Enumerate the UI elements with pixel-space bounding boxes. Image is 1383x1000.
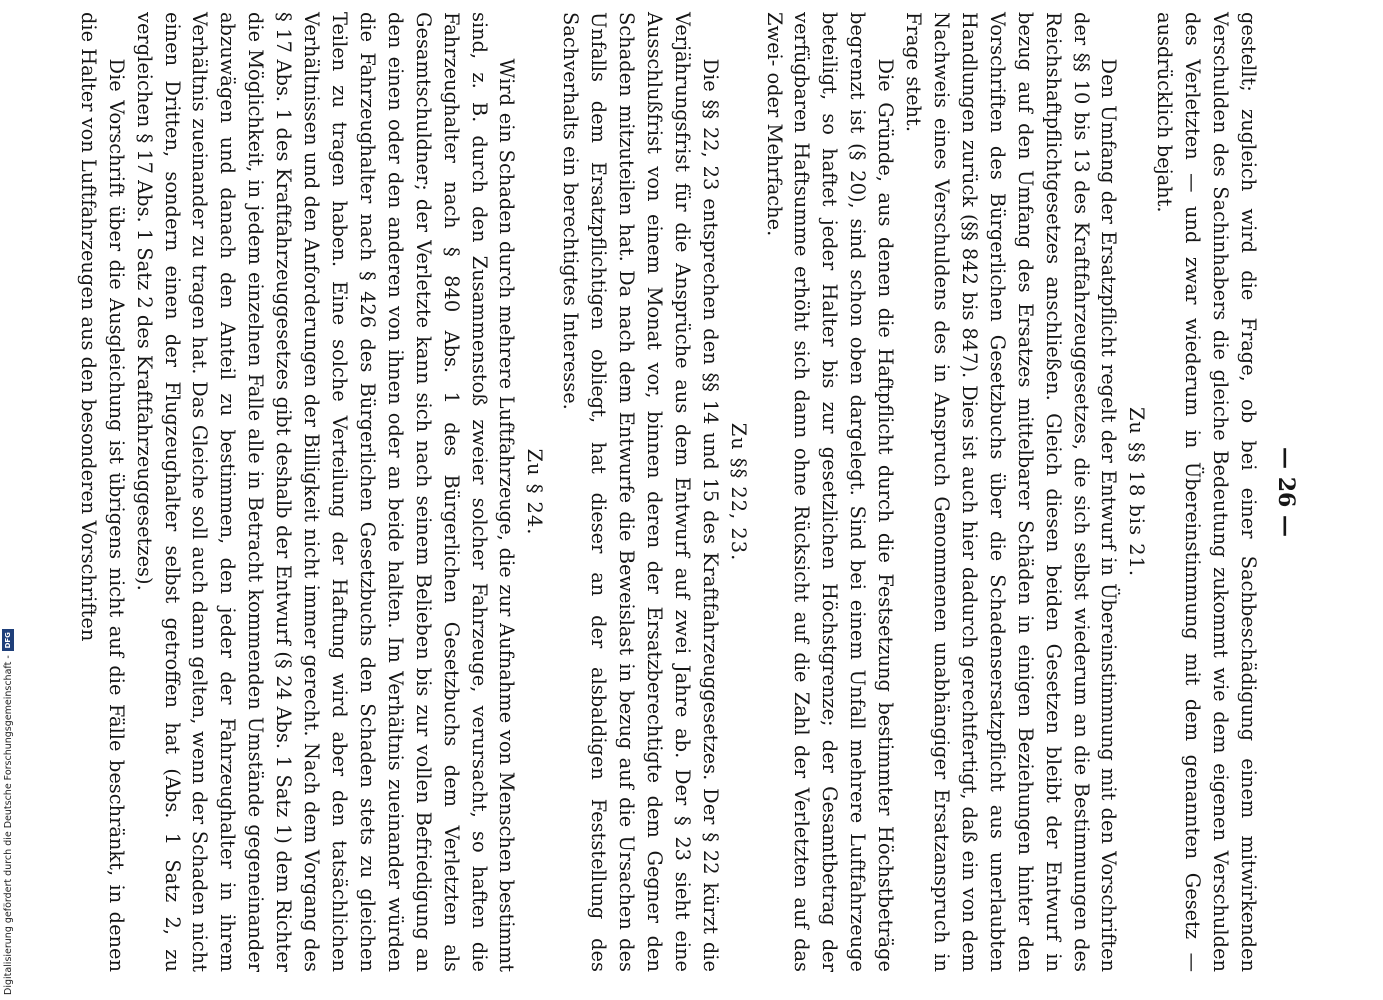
credit-line (2, 15, 14, 995)
dfg-logo-icon: DFG (2, 629, 14, 651)
document-page (76, 12, 1310, 972)
paragraph-18-21-a: Den Umfang der Ersatzpflicht regelt der Entwurf in Übereinstimmung mit den Vorschriften der §§ 10 bis 13 des Kraftfahrzeuggesetzes, die sich selbst wiederum an die Bestimmungen des Reichshaftpflichtgesetzes anschließen. Gleich diesen beiden Gesetzen bleibt der Entwurf in bezug auf den Umfang des Ersatzes mittelbarer Schäden in einigen Beziehungen hinter den Vorschriften des Bürgerlichen Gesetzbuchs über die Schadensersatzpflicht aus unerlaubten Handlungen zurück (§§ 842 bis 847). Dies ist auch hier dadurch gerechtfertigt, daß ein von dem Nachweis eines Verschuldens des in Anspruch Genommenen unabhängiger Ersatzanspruch in Frage steht. (902, 12, 1121, 972)
paragraph-22-23: Die §§ 22, 23 entsprechen den §§ 14 und 15 des Kraftfahrzeuggesetzes. Der § 22 kürzt die Verjährungsfrist für die Ansprüche aus dem Entwurf auf zwei Jahre ab. Der § 23 sieht eine Ausschlußfrist von einem Monat vor, binnen deren der Ersatzberechtigte dem Gegner den Schaden mitzuteilen hat. Da nach dem Entwurfe die Beweislast in bezug auf die Ursachen des Unfalls dem Ersatzpflichtigen obliegt, hat dieser an der alsbaldigen Feststellung des Sachverhalts ein berechtigtes Interesse. (559, 12, 722, 972)
section-heading-18-21: Zu §§ 18 bis 21. (1125, 406, 1149, 578)
credit-text: Digitalisierung gefördert durch die Deutsche Forschungsgemeinschaft - (2, 655, 14, 995)
intro-paragraph: gestellt; zugleich wird die Frage, ob bei einer Sachbeschädigung einem mitwirkenden Verschulden des Sachinhabers die gleiche Bedeutung zukommt wie dem eigenen Verschulden des Verletzten — und zwar wiederum in Übereinstimmung mit dem genannten Gesetz — ausdrücklich bejaht. (1153, 12, 1260, 972)
section-heading-24: Zu § 24. (523, 448, 547, 536)
page-number: — 26 — (1273, 447, 1299, 537)
paragraph-24-b: Die Vorschrift über die Ausgleichung ist übrigens nicht auf die Fälle beschränkt, in denen die Halter von Luftfahrzeugen aus den besonderen Vorschriften (76, 12, 128, 972)
section-heading-22-23: Zu §§ 22, 23. (726, 422, 750, 562)
paragraph-18-21-b: Die Gründe, aus denen die Haftpflicht durch die Festsetzung bestimmter Höchstbeträge begrenzt ist (§ 20), sind schon oben dargelegt. Sind bei einem Unfall mehrere Luftfahrzeuge beteiligt, so haftet jeder Halter bis zur gesetzlichen Höchstgrenze; der Gesamtbetrag der verfügbaren Haftsumme erhöht sich dann ohne Rücksicht auf die Zahl der Verletzten auf das Zwei- oder Mehrfache. (762, 12, 898, 972)
digitization-credit (0, 0, 18, 1000)
paragraph-24-a: Wird ein Schaden durch mehrere Luftfahrzeuge, die zur Aufnahme von Menschen bestimmt sind, z. B. durch den Zusammenstoß zweier solcher Fahrzeuge, verursacht, so haften die Fahrzeughalter nach § 840 Abs. 1 des Bürgerlichen Gesetzbuchs dem Verletzten als Gesamtschuldner; der Verletzte kann sich nach seinem Belieben bis zur vollen Befriedigung an den einen oder den anderen von ihnen oder an beide halten. Im Verhältnis zueinander würden die Fahrzeughalter nach § 426 des Bürgerlichen Gesetzbuchs den Schaden stets zu gleichen Teilen zu tragen haben. Eine solche Verteilung der Haftung wird aber den tatsächlichen Verhältnissen und den Anforderungen der Billigkeit nicht immer gerecht. Nach dem Vorgang des § 17 Abs. 1 des Kraftfahrzeuggesetzes gibt deshalb der Entwurf (§ 24 Abs. 1 Satz 1) dem Richter die Möglichkeit, in jedem einzelnen Falle alle in Betracht kommenden Umstände gegeneinander abzuwägen und danach den Anteil zu bestimmen, den jeder der Fahrzeughalter in ihrem Verhältnis zueinander zu tragen hat. Das Gleiche soll auch dann gelten, wenn der Schaden nicht einen Dritten, sondern einen der Flugzeughalter selbst getroffen hat (Abs. 1 Satz 2, zu vergleichen § 17 Abs. 1 Satz 2 des Kraftfahrzeuggesetzes). (132, 12, 519, 972)
